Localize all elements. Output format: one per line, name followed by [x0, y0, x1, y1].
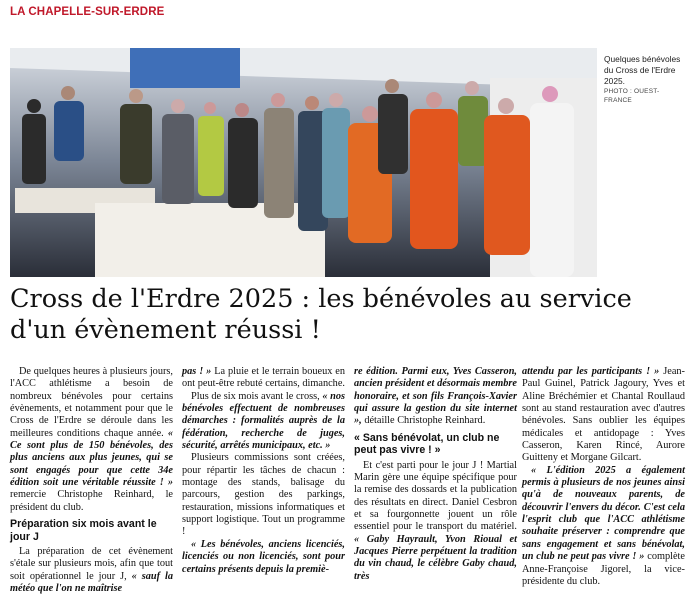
quote: re édition. Parmi eux, Yves Casseron, ancien président et désormais membre honoraire, et son fils François-Xavier qui assure la gestion du site internet », — [354, 366, 517, 427]
text: détaille Christophe Reinhard. — [364, 415, 486, 427]
text: Jean-Paul Guinel, Patrick Jagoury, Yves et Aline Bréchémier et Chantal Roullaud sont au stand restauration avec d'autres bénévoles. Sans oublier les équipes médicales et antidopage : Yves Casseron, Karen Rincé, Aurore Guitteny et Morgane Gilcart. — [522, 366, 685, 464]
quote: « nos bénévoles effectuent de nombreuses démarches : formalités auprès de la fédération, recherche de juges, sécurité, arrêtés municipaux, etc. » — [182, 390, 345, 452]
photo-caption — [604, 54, 682, 105]
paragraph — [182, 539, 345, 576]
text: De quelques heures à plusieurs jours, l'ACC athlétisme a besoin de nombreux bénévoles pour certains évènements, et notamment pour que le Cross de l'Erdre se déroule dans les meilleures conditions chaque année. — [10, 366, 173, 439]
article-column-4 — [522, 366, 685, 588]
paragraph — [10, 366, 173, 514]
text: Plus de six mois avant le cross, — [191, 390, 320, 402]
text: La pluie et le terrain boueux en ont peut-être rebuté certains, dimanche. — [182, 366, 346, 390]
quote: « Gaby Hayrault, Yvon Rioual et Jacques Pierre perpétuent la tradition du vin chaud, le célèbre Gaby chaud, très — [354, 533, 517, 582]
headline: Cross de l'Erdre 2025 : les bénévoles au service d'un évènement réussi ! — [10, 284, 632, 345]
quote: « sauf la météo que l'on ne maîtrise — [10, 570, 174, 595]
quote: « Ce sont plus de 150 bénévoles, des plus anciens aux plus jeunes, qui se sont engagés pour que cette 34e édition soit une véritable réussite ! » — [10, 427, 173, 489]
quote: pas ! » — [182, 366, 212, 377]
paragraph: Plusieurs commissions sont créées, pour répartir les tâches de chacun : montage des stands, balisage du parcours, gestion des parkings, restauration, missions informatiques et support logistique. Tout un programme ! — [182, 452, 345, 538]
paragraph — [182, 391, 345, 453]
quote: attendu par les participants ! » — [522, 366, 660, 377]
paragraph — [522, 366, 685, 465]
section-label: LA CHAPELLE-SUR-ERDRE — [10, 6, 165, 18]
caption-text: Quelques bénévoles du Cross de l'Erdre 2025. — [604, 54, 681, 86]
paragraph — [354, 366, 517, 428]
quote: « Les bénévoles, anciens licenciés, licenciés ou non licenciés, sont pour certains présents depuis la premiè- — [182, 538, 345, 575]
paragraph — [354, 460, 517, 583]
article-column-2 — [182, 366, 345, 576]
article-column-3 — [354, 366, 517, 583]
volunteers-photo — [10, 48, 597, 277]
paragraph — [522, 465, 685, 588]
subheading: Préparation six mois avant le jour J — [10, 518, 157, 543]
text: complète Anne-Françoise Jigorel, la vice-présidente du club. — [522, 551, 685, 587]
quote: « L'édition 2025 a également permis à plusieurs de nos jeunes ainsi qu'à de nouveaux parents, de découvrir l'envers du décor. C'est cela l'esprit club que l'ACC athlétisme souhaite préserver : comprendre que sans engagement et sans bénévolat, un club ne peut pas vivre ! » — [522, 464, 685, 563]
photo-credit: PHOTO : OUEST-FRANCE — [604, 88, 660, 105]
text: remercie Christophe Reinhard, le président du club. — [10, 489, 173, 513]
paragraph — [182, 366, 345, 391]
article-column-1 — [10, 366, 173, 596]
text: Et c'est parti pour le jour J ! Martial Marin gère une équipe spécifique pour la remise des dossards et la publication des résultats en direct. Daniel Cesbron et sa fourgonnette jouent un rôle essentiel pour le transport du matériel. — [354, 459, 517, 533]
paragraph — [10, 546, 173, 595]
text: La préparation de cet évènement s'étale sur plusieurs mois, afin que tout soit opérationnel le jour J, — [10, 546, 173, 582]
subheading: « Sans bénévolat, un club ne peut pas vivre ! » — [354, 431, 500, 457]
photo-illustration — [10, 48, 597, 277]
